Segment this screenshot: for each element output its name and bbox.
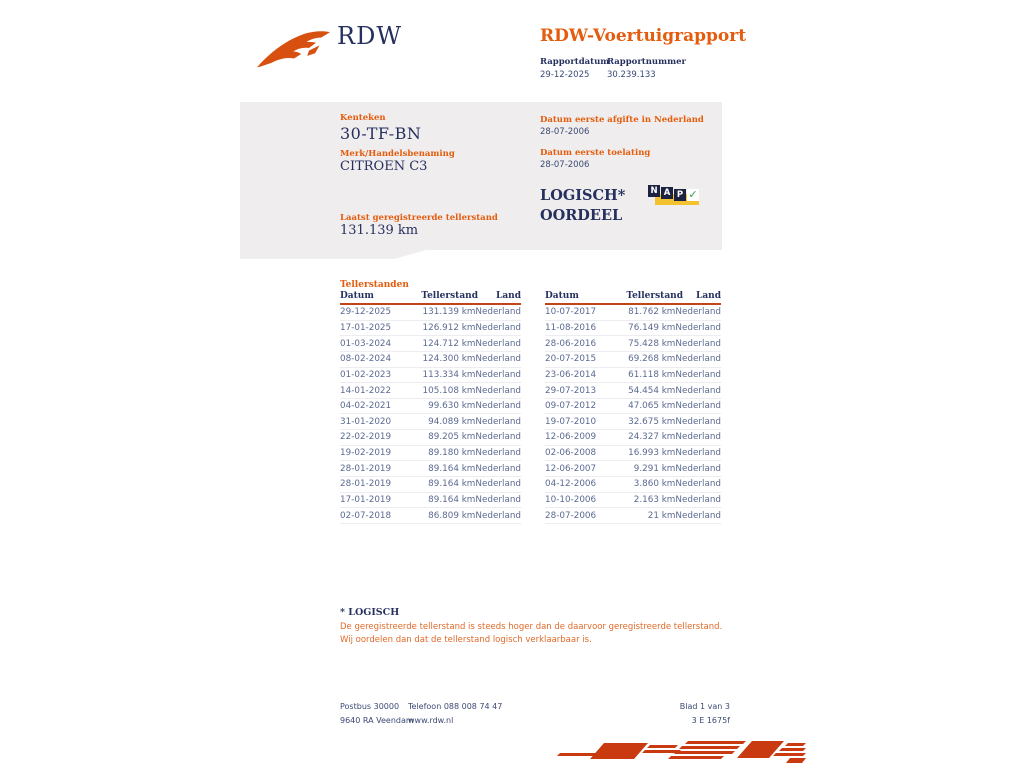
- table-row: [545, 399, 721, 415]
- tellerstand-label: Laatst geregistreerde tellerstand: [340, 213, 498, 223]
- column-header-datum: Datum: [340, 291, 374, 301]
- tellerstanden-title: Tellerstanden: [340, 280, 409, 290]
- cell-datum: 28-01-2019: [340, 479, 392, 490]
- cell-land: Nederland: [675, 385, 721, 396]
- table-row: [545, 352, 721, 368]
- table-row: [545, 430, 721, 446]
- cell-tellerstand: 76.149 km: [628, 322, 676, 333]
- cell-tellerstand: 16.993 km: [628, 448, 676, 459]
- table-row: [340, 352, 521, 368]
- cell-tellerstand: 89.164 km: [428, 495, 476, 505]
- table-row: [340, 383, 521, 399]
- cell-datum: 10-10-2006: [545, 495, 597, 505]
- cell-land: Nederland: [475, 322, 521, 333]
- oordeel-line1: LOGISCH*: [540, 187, 626, 204]
- table-row: [545, 508, 721, 524]
- table-row: [545, 336, 721, 352]
- page-title: RDW-Voertuigrapport: [540, 26, 747, 46]
- cell-datum: 09-07-2012: [545, 401, 597, 412]
- cell-datum: 11-08-2016: [545, 322, 597, 333]
- rapportdatum-value: 29-12-2025: [540, 70, 590, 80]
- cell-tellerstand: 32.675 km: [628, 416, 676, 427]
- cell-datum: 29-07-2013: [545, 385, 597, 396]
- cell-datum: 20-07-2015: [545, 354, 597, 365]
- table-row: [340, 477, 521, 493]
- cell-land: Nederland: [675, 307, 721, 318]
- column-header-tellerstand: Tellerstand: [421, 291, 478, 301]
- nap-letter-p: P: [674, 189, 686, 201]
- cell-datum: 04-02-2021: [340, 401, 392, 412]
- table-row: [340, 321, 521, 337]
- cell-tellerstand: 9.291 km: [633, 463, 676, 474]
- cell-land: Nederland: [675, 432, 721, 443]
- cell-land: Nederland: [675, 463, 721, 474]
- table-row: [340, 493, 521, 509]
- cell-land: Nederland: [675, 479, 721, 490]
- oordeel-line2: OORDEEL: [540, 207, 623, 224]
- cell-datum: 04-12-2006: [545, 479, 597, 490]
- cell-land: Nederland: [475, 510, 521, 521]
- cell-tellerstand: 3.860 km: [633, 479, 676, 490]
- rdw-logo-text: RDW: [337, 22, 402, 50]
- cell-tellerstand: 21 km: [647, 510, 676, 521]
- cell-land: Nederland: [475, 432, 521, 443]
- cell-datum: 28-06-2016: [545, 338, 597, 349]
- footer-address-line1: Postbus 30000: [340, 702, 400, 711]
- table-row: [340, 508, 521, 524]
- cell-land: Nederland: [675, 369, 721, 380]
- table-row: [545, 368, 721, 384]
- afgifte-value: 28-07-2006: [540, 127, 590, 137]
- tellerstanden-table-right: [545, 291, 721, 524]
- cell-tellerstand: 86.809 km: [428, 510, 476, 521]
- table-row: [340, 446, 521, 462]
- cell-datum: 12-06-2009: [545, 432, 597, 443]
- toelating-value: 28-07-2006: [540, 160, 590, 170]
- rapportnummer-label: Rapportnummer: [607, 57, 686, 67]
- cell-land: Nederland: [675, 401, 721, 412]
- table-row: [340, 305, 521, 321]
- kenteken-label: Kenteken: [340, 113, 386, 123]
- cell-datum: 31-01-2020: [340, 416, 392, 427]
- cell-datum: 01-02-2023: [340, 369, 392, 380]
- cell-land: Nederland: [675, 354, 721, 365]
- cell-land: Nederland: [475, 338, 521, 349]
- table-body: [340, 305, 521, 524]
- cell-datum: 23-06-2014: [545, 369, 597, 380]
- nap-letter-a: A: [661, 187, 673, 199]
- table-row: [340, 336, 521, 352]
- cell-land: Nederland: [475, 401, 521, 412]
- cell-land: Nederland: [475, 448, 521, 459]
- table-row: [545, 414, 721, 430]
- cell-tellerstand: 124.300 km: [422, 354, 476, 365]
- footer-address-line2: 9640 RA Veendam: [340, 716, 414, 725]
- nap-logo: [648, 185, 700, 209]
- footer-contact: [408, 700, 502, 728]
- footer-phone: Telefoon 088 008 74 47: [408, 702, 503, 711]
- table-row: [545, 321, 721, 337]
- table-row: [545, 477, 721, 493]
- cell-datum: 19-02-2019: [340, 448, 392, 459]
- table-row: [340, 430, 521, 446]
- table-row: [545, 461, 721, 477]
- table-row: [340, 461, 521, 477]
- cell-land: Nederland: [675, 416, 721, 427]
- cell-tellerstand: 124.712 km: [422, 338, 476, 349]
- cell-datum: 01-03-2024: [340, 338, 392, 349]
- table-row: [545, 446, 721, 462]
- cell-datum: 17-01-2025: [340, 322, 392, 333]
- column-header-datum: Datum: [545, 291, 579, 301]
- cell-tellerstand: 126.912 km: [422, 322, 476, 333]
- rapportdatum-label: Rapportdatum: [540, 57, 610, 67]
- cell-land: Nederland: [475, 385, 521, 396]
- table-row: [340, 368, 521, 384]
- cell-land: Nederland: [475, 307, 521, 318]
- cell-tellerstand: 61.118 km: [628, 369, 676, 380]
- cell-datum: 02-06-2008: [545, 448, 597, 459]
- column-header-land: Land: [496, 291, 521, 301]
- cell-datum: 28-01-2019: [340, 463, 392, 474]
- cell-tellerstand: 54.454 km: [628, 385, 676, 396]
- cell-tellerstand: 131.139 km: [422, 307, 476, 318]
- footer-address: [340, 700, 414, 728]
- cell-land: Nederland: [475, 479, 521, 490]
- column-header-land: Land: [696, 291, 721, 301]
- merk-label: Merk/Handelsbenaming: [340, 149, 455, 159]
- cell-datum: 02-07-2018: [340, 510, 392, 521]
- merk-value: CITROEN C3: [340, 159, 428, 174]
- kenteken-value: 30-TF-BN: [340, 124, 422, 143]
- cell-land: Nederland: [475, 495, 521, 505]
- cell-datum: 12-06-2007: [545, 463, 597, 474]
- rdw-logo-icon: [253, 26, 335, 70]
- cell-tellerstand: 81.762 km: [628, 307, 676, 318]
- table-header: [545, 291, 721, 305]
- cell-land: Nederland: [675, 448, 721, 459]
- table-row: [340, 399, 521, 415]
- cell-land: Nederland: [675, 495, 721, 505]
- table-header: [340, 291, 521, 305]
- footer-form-code: 3 E 1675f: [691, 716, 730, 725]
- nap-letter-n: N: [648, 185, 660, 197]
- cell-datum: 22-02-2019: [340, 432, 392, 443]
- tellerstand-value: 131.139 km: [340, 223, 419, 238]
- table-row: [545, 305, 721, 321]
- cell-tellerstand: 89.164 km: [428, 479, 476, 490]
- table-row: [340, 414, 521, 430]
- cell-tellerstand: 89.205 km: [428, 432, 476, 443]
- footer-page-info: [600, 700, 730, 728]
- cell-land: Nederland: [675, 510, 721, 521]
- footnote-heading: * LOGISCH: [340, 607, 400, 618]
- cell-tellerstand: 47.065 km: [628, 401, 676, 412]
- table-row: [545, 493, 721, 509]
- cell-land: Nederland: [475, 416, 521, 427]
- nap-checkmark-icon: ✓: [688, 188, 698, 201]
- toelating-label: Datum eerste toelating: [540, 148, 651, 158]
- rapportdatum-block: [540, 57, 609, 80]
- cell-tellerstand: 2.163 km: [633, 495, 676, 505]
- cell-tellerstand: 89.164 km: [428, 463, 476, 474]
- cell-tellerstand: 94.089 km: [428, 416, 476, 427]
- footer-website: www.rdw.nl: [408, 716, 454, 725]
- footer-page-number: Blad 1 van 3: [679, 702, 730, 711]
- cell-datum: 08-02-2024: [340, 354, 392, 365]
- cell-land: Nederland: [475, 354, 521, 365]
- cell-datum: 14-01-2022: [340, 385, 392, 396]
- cell-tellerstand: 75.428 km: [628, 338, 676, 349]
- cell-datum: 19-07-2010: [545, 416, 597, 427]
- table-row: [545, 383, 721, 399]
- cell-tellerstand: 113.334 km: [422, 369, 476, 380]
- cell-tellerstand: 24.327 km: [628, 432, 676, 443]
- column-header-tellerstand: Tellerstand: [626, 291, 683, 301]
- afgifte-label: Datum eerste afgifte in Nederland: [540, 115, 704, 125]
- cell-tellerstand: 105.108 km: [422, 385, 476, 396]
- cell-datum: 29-12-2025: [340, 307, 392, 318]
- cell-datum: 28-07-2006: [545, 510, 597, 521]
- cell-land: Nederland: [475, 369, 521, 380]
- cell-tellerstand: 89.180 km: [428, 448, 476, 459]
- table-body: [545, 305, 721, 524]
- footnote-body: De geregistreerde tellerstand is steeds hoger dan de daarvoor geregistreerde tellerstand. Wij oordelen dan dat de tellerstand logisch verklaarbaar is.: [340, 622, 723, 645]
- tellerstanden-table-left: [340, 291, 521, 524]
- cell-datum: 17-01-2019: [340, 495, 392, 505]
- vehicle-summary-panel: [240, 102, 722, 259]
- rapportnummer-value: 30.239.133: [607, 70, 656, 80]
- speed-stripes-graphic-icon: [548, 737, 806, 767]
- oordeel-text: [540, 186, 625, 226]
- cell-tellerstand: 69.268 km: [628, 354, 676, 365]
- cell-datum: 10-07-2017: [545, 307, 597, 318]
- cell-land: Nederland: [675, 322, 721, 333]
- cell-land: Nederland: [675, 338, 721, 349]
- cell-land: Nederland: [475, 463, 521, 474]
- rapportnummer-block: [607, 57, 686, 80]
- cell-tellerstand: 99.630 km: [428, 401, 476, 412]
